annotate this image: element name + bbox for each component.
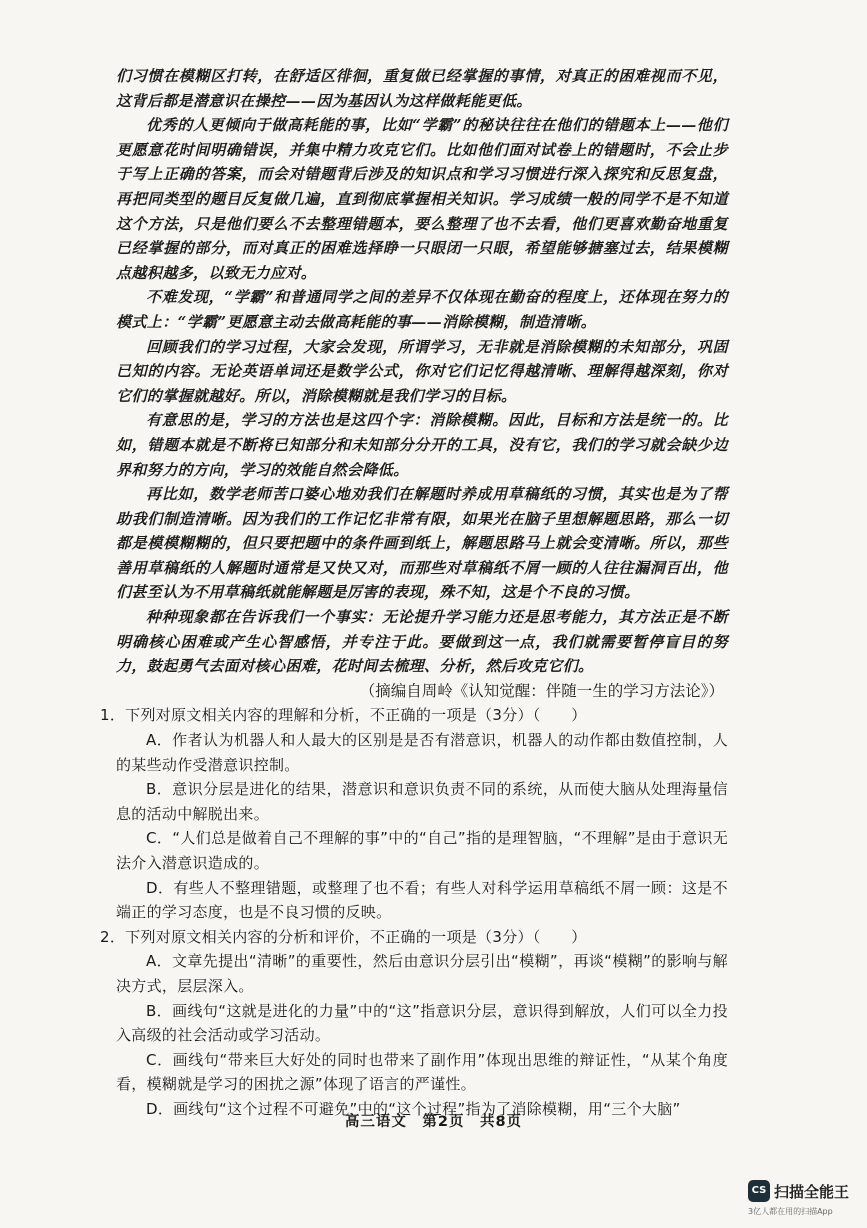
question-2-option-c: C．画线句“带来巨大好处的同时也带来了副作用”体现出思维的辩证性，“从某个角度看，模糊就是学习的困扰之源”体现了语言的严谨性。 (116, 1050, 728, 1094)
passage-paragraph-1: 们习惯在模糊区打转，在舒适区徘徊，重复做已经掌握的事情，对真正的困难视而不见，这背后都是潜意识在操控——因为基因认为这样做耗能更低。 (116, 67, 728, 110)
scanner-watermark (748, 1180, 860, 1220)
watermark-tagline: 3亿人都在用的扫描App (748, 1207, 833, 1216)
question-1-stem: 1．下列对原文相关内容的理解和分析，不正确的一项是（3分）（ ） (100, 706, 587, 725)
passage-paragraph-6: 再比如，数学老师苦口婆心地劝我们在解题时养成用草稿纸的习惯，其实也是为了帮助我们制造清晰。因为我们的工作记忆非常有限，如果光在脑子里想解题思路，那么一切都是模模糊糊的，但只要把题中的条件画到纸上，解题思路马上就会变清晰。所以，那些善用草稿纸的人解题时通常是又快又对，而那些对草稿纸不屑一顾的人往往漏洞百出，他们甚至认为不用草稿纸就能解题是厉害的表现，殊不知，这是个不良的习惯。 (116, 485, 728, 602)
question-2-option-d: D．画线句“这个过程不可避免”中的“这个过程”指为了消除模糊，用“三个大脑” (146, 1099, 681, 1118)
question-2-stem: 2．下列对原文相关内容的分析和评价，不正确的一项是（3分）（ ） (100, 927, 587, 946)
passage-paragraph-5: 有意思的是，学习的方法也是这四个字：消除模糊。因此，目标和方法是统一的。比如，错题本就是不断将已知部分和未知部分分开的工具，没有它，我们的学习就会缺少边界和努力的方向，学习的效能自然会降低。 (116, 411, 728, 479)
page-footer: 高三语文 第2页 共8页 (344, 1114, 523, 1130)
question-2-option-b: B．画线句“这就是进化的力量”中的“这”指意识分层，意识得到解放，人们可以全力投入高级的社会活动或学习活动。 (116, 1001, 728, 1045)
question-1-option-d: D．有些人不整理错题，或整理了也不看；有些人对科学运用草稿纸不屑一顾：这是不端正的学习态度，也是不良习惯的反映。 (116, 878, 728, 922)
page-content (100, 64, 728, 1122)
passage-paragraph-7: 种种现象都在告诉我们一个事实：无论提升学习能力还是思考能力，其方法正是不断明确核心困难或产生心智感悟，并专注于此。要做到这一点，我们就需要暂停盲目的努力，鼓起勇气去面对核心困难，花时间去梳理、分析，然后攻克它们。 (116, 608, 728, 676)
watermark-app-name: 扫描全能王 (774, 1183, 850, 1201)
question-1-option-c: C．“人们总是做着自己不理解的事”中的“自己”指的是理智脑，“不理解”是由于意识无法介入潜意识造成的。 (116, 829, 728, 872)
question-1-option-b: B．意识分层是进化的结果，潜意识和意识负责不同的系统，从而使大脑从处理海量信息的活动中解脱出来。 (116, 780, 728, 823)
passage-paragraph-2: 优秀的人更倾向于做高耗能的事，比如“学霸”的秘诀往往在他们的错题本上——他们更愿意花时间明确错误，并集中精力攻克它们。比如他们面对试卷上的错题时，不会止步于写上正确的答案，而会对错题背后涉及的知识点和学习习惯进行深入探究和反思复盘，再把同类型的题目反复做几遍，直到彻底掌握相关知识。学习成绩一般的同学不是不知道这个方法，只是他们要么不去整理错题本，要么整理了也不去看，他们更喜欢勤奋地重复已经掌握的部分，而对真正的困难选择睁一只眼闭一只眼，希望能够搪塞过去，结果模糊点越积越多，以致无力应对。 (116, 116, 728, 282)
source-citation: （摘编自周岭《认知觉醒：伴随一生的学习方法论》） (359, 681, 724, 700)
passage-paragraph-4: 回顾我们的学习过程，大家会发现，所谓学习，无非就是消除模糊的未知部分，巩固已知的内容。无论英语单词还是数学公式，你对它们记忆得越清晰、理解得越深刻，你对它们的掌握就越好。所以，消除模糊就是我们学习的目标。 (116, 337, 728, 405)
question-1-option-a: A．作者认为机器人和人最大的区别是是否有潜意识，机器人的动作都由数值控制，人的某些动作受潜意识控制。 (116, 731, 728, 774)
camscanner-logo-icon: CS (748, 1180, 770, 1202)
question-2-option-a: A．文章先提出“清晰”的重要性，然后由意识分层引出“模糊”，再谈“模糊”的影响与解决方式，层层深入。 (116, 952, 728, 995)
passage-paragraph-3: 不难发现，“学霸”和普通同学之间的差异不仅体现在勤奋的程度上，还体现在努力的模式上：“学霸”更愿意主动去做高耗能的事——消除模糊，制造清晰。 (116, 288, 728, 331)
